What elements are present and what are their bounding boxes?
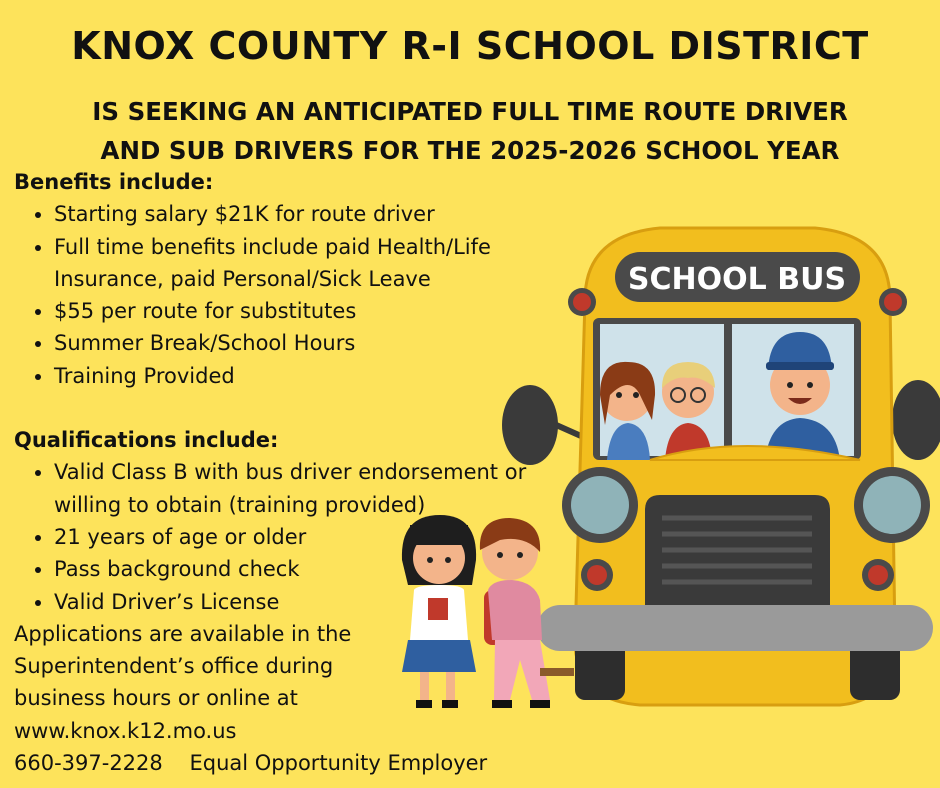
subtitle bbox=[0, 92, 940, 170]
equal-opportunity-text: Equal Opportunity Employer bbox=[189, 751, 488, 776]
benefit-item: • Starting salary $21K for route driver bbox=[54, 198, 574, 230]
benefit-item: • Training Provided bbox=[54, 360, 574, 392]
applications-line-1: Applications are available in the bbox=[14, 621, 352, 646]
top-right-light bbox=[884, 293, 902, 311]
bus-bumper bbox=[537, 605, 933, 651]
job-posting-content bbox=[14, 166, 574, 779]
applications-line-2: Superintendent’s office during bbox=[14, 654, 334, 679]
bus-sign-text: SCHOOL BUS bbox=[627, 262, 847, 297]
qualification-item: • Pass background check bbox=[54, 553, 574, 585]
phone-number[interactable]: 660-397-2228 bbox=[14, 751, 163, 776]
website-link[interactable]: www.knox.k12.mo.us bbox=[14, 718, 237, 743]
qualification-item: • Valid Class B with bus driver endorsement or willing to obtain (training provided) bbox=[54, 456, 559, 521]
benefits-list bbox=[14, 198, 574, 392]
applications-line-3: business hours or online at bbox=[14, 686, 298, 711]
page-title: KNOX COUNTY R-I SCHOOL DISTRICT bbox=[71, 24, 869, 68]
bottom-right-light bbox=[868, 565, 888, 585]
subtitle-line-1: IS SEEKING AN ANTICIPATED FULL TIME ROUTE DRIVER bbox=[92, 97, 848, 126]
benefit-item: • Summer Break/School Hours bbox=[54, 327, 574, 359]
qualification-item: • Valid Driver’s License bbox=[54, 586, 574, 618]
top-left-light bbox=[573, 293, 591, 311]
bottom-left-light bbox=[587, 565, 607, 585]
benefits-heading: Benefits include: bbox=[14, 170, 214, 194]
benefit-item: • $55 per route for substitutes bbox=[54, 295, 574, 327]
qualifications-list bbox=[14, 456, 574, 617]
benefit-item: • Full time benefits include paid Health/Life Insurance, paid Personal/Sick Leave bbox=[54, 231, 554, 296]
contact-line bbox=[14, 747, 574, 779]
bus-grille bbox=[645, 495, 830, 620]
qualifications-heading: Qualifications include: bbox=[14, 428, 279, 453]
subtitle-line-2: AND SUB DRIVERS FOR THE 2025-2026 SCHOOL YEAR bbox=[100, 136, 840, 165]
qualification-item: • 21 years of age or older bbox=[54, 521, 574, 553]
